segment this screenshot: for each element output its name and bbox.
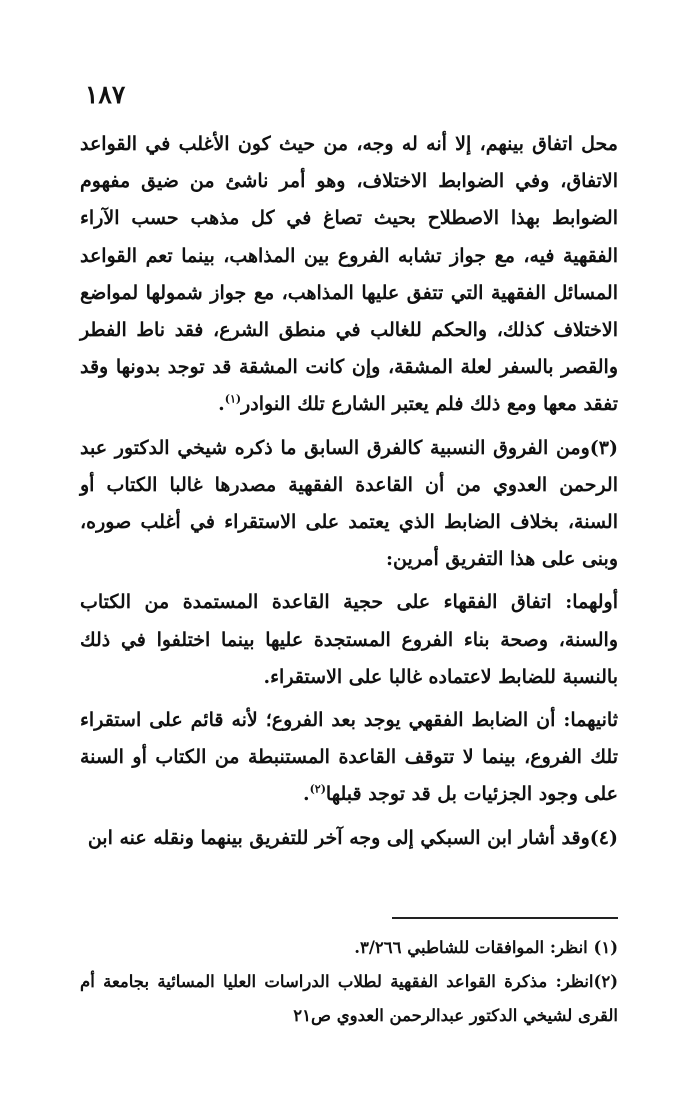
paragraph-1 (80, 126, 618, 424)
paragraph-4-text: أن الضابط الفقهي يوجد بعد الفروع؛ لأنه قائم على استقراء تلك الفروع، بينما لا تتوقف القاعدة المستنبطة من الكتاب أو السنة على وجود الجزئيات بل قد توجد قبلها (80, 709, 618, 806)
main-text (80, 126, 618, 857)
paragraph-2: (٣)ومن الفروق النسبية كالفرق السابق ما ذكره شيخي الدكتور عبد الرحمن العدوي من أن القاعدة الفقهية مصدرها غالبا الكتاب أو السنة، بخلاف الضابط الذي يعتمد على الاستقراء في أغلب صوره، وبنى على هذا التفريق أمرين: (80, 436, 618, 571)
paragraph-3-text: اتفاق الفقهاء على حجية القاعدة المستمدة من الكتاب والسنة، وصحة بناء الفروع المستجدة عليها بينما اختلفوا في ذلك بالنسبة للضابط لاعتماده غالبا على الاستقراء. (80, 591, 618, 688)
footnote-ref-1: (١) (224, 393, 242, 407)
footnote-divider (392, 917, 618, 919)
paragraph-4 (80, 702, 618, 814)
footnote-2: (٢)انظر: مذكرة القواعد الفقهية لطلاب الدراسات العليا المسائية بجامعة أم القرى لشيخي الدكتور عبدالرحمن العدوي ص٢١ (80, 972, 618, 1025)
paragraph-1-text: محل اتفاق بينهم، إلا أنه له وجه، من حيث كون الأغلب في القواعد الاتفاق، وفي الضوابط الاختلاف، وهو أمر ناشئ من ضيق مفهوم الضوابط بهذا الاصطلاح بحيث تصاغ في كل مذهب حسب الآراء الفقهية فيه، مع جواز تشابه الفروع بين المذاهب، بينما تعم القواعد المسائل الفقهية التي تتفق عليها المذاهب، مع جواز شمولها لمواضع الاختلاف كذلك، والحكم للغالب في منطق الشرع، فقد ناط الفطر والقصر بالسفر لعلة المشقة، وإن كانت المشقة قد توجد بدونها وقد تفقد معها ومع ذلك فلم يعتبر الشارع تلك النوادر (80, 133, 618, 416)
footnotes (80, 931, 618, 1033)
paragraph-3 (80, 584, 618, 696)
footnote-ref-2: (٢) (309, 783, 326, 797)
paragraph-4-end: . (302, 783, 310, 806)
paragraph-4-lead: ثانيهما: (563, 709, 618, 732)
paragraph-5: (٤)وقد أشار ابن السبكي إلى وجه آخر للتفريق بينهما ونقله عنه ابن (87, 826, 618, 849)
page-number: ١٨٧ (85, 80, 126, 109)
paragraph-3-lead: أولهما: (565, 591, 618, 614)
footnote-1: (١) انظر: الموافقات للشاطبي ٣/٢٦٦. (354, 938, 618, 957)
paragraph-1-end: . (218, 393, 225, 416)
